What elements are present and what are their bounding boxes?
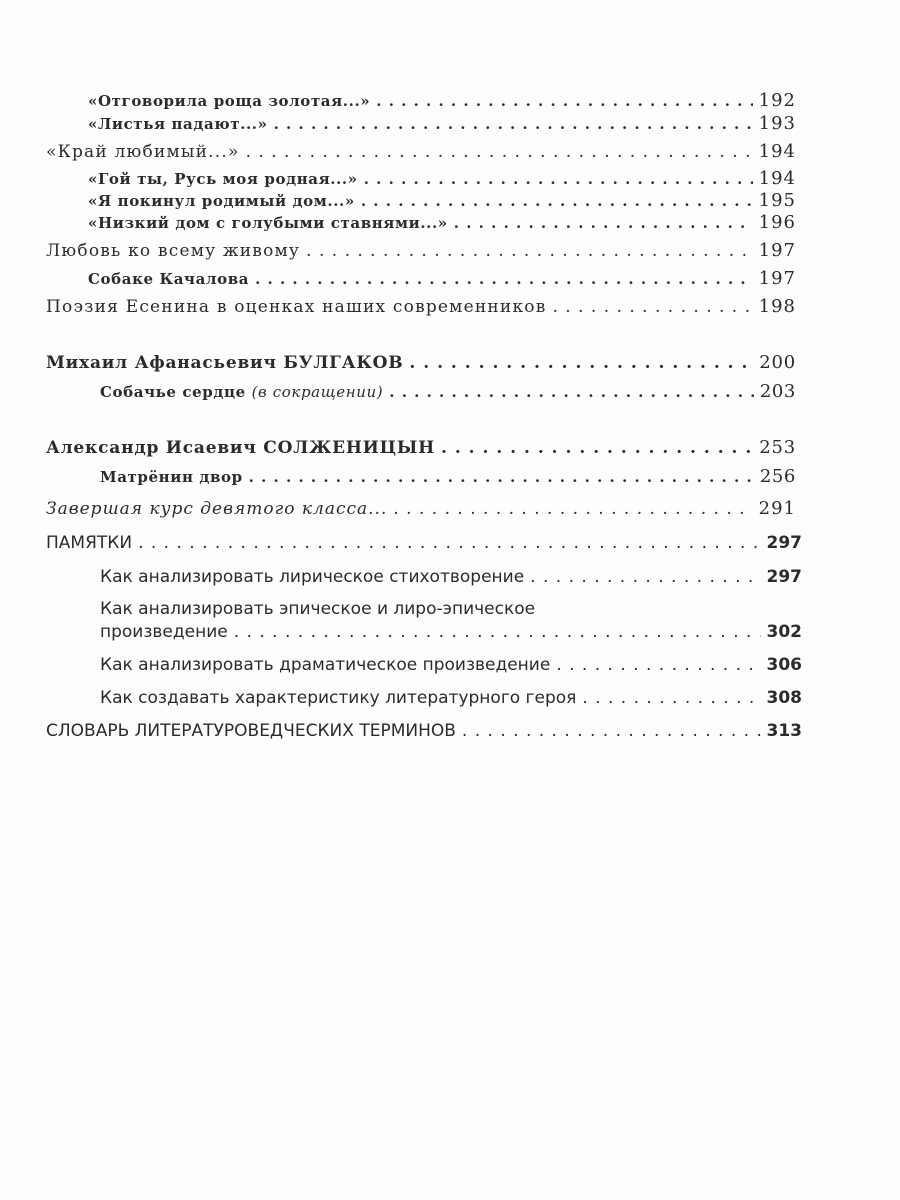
leader-dots [553,297,753,317]
author-name: Александр Исаевич СОЛЖЕНИЦЫН [46,438,435,458]
entry-page-number: 291 [758,498,796,519]
leader-dots [454,214,753,232]
entry-title: «Отговорила роща золотая...» [88,92,371,110]
toc-entry [46,498,796,519]
leader-dots [361,192,753,210]
leader-dots [249,468,754,486]
entry-title: «Низкий дом с голубыми ставнями...» [88,214,448,232]
leader-dots [530,567,760,587]
toc-entry [46,296,796,317]
leader-dots [138,533,760,553]
entry-page-number: 193 [758,113,796,134]
entry-page-number: 297 [766,533,802,553]
entry-title: Поэзия Есенина в оценках наших современников [46,297,547,317]
toc-entry [46,352,796,373]
entry-title [100,383,383,401]
leader-dots [409,353,753,373]
entry-page-number: 194 [758,141,796,162]
leader-dots [274,115,753,133]
entry-title: Как анализировать лирическое стихотворение [100,567,525,587]
abridged-note: (в сокращении) [251,383,384,401]
entry-title: «Я покинул родимый дом...» [88,192,355,210]
entry-page-number: 297 [766,567,802,587]
toc-entry [46,141,796,162]
entry-page-number: 197 [758,240,796,261]
leader-dots [441,438,753,458]
toc-entry [88,190,796,211]
entry-title: произведение [100,622,228,642]
leader-dots [556,655,760,675]
leader-dots [462,721,761,741]
toc-entry [88,268,796,289]
toc-entry [100,466,796,487]
author-name: Михаил Афанасьевич БУЛГАКОВ [46,353,404,373]
toc-entry [46,533,802,553]
entry-title: «Край любимый...» [46,142,240,162]
entry-title: ПАМЯТКИ [46,533,133,553]
entry-page-number: 197 [758,268,796,289]
leader-dots [393,499,752,519]
toc-entry [100,381,796,402]
entry-page-number: 313 [766,721,802,741]
entry-page-number: 256 [759,466,796,487]
toc-entry [88,113,796,134]
work-title: Собачье сердце [100,383,246,401]
leader-dots [255,270,753,288]
entry-page-number: 306 [766,655,802,675]
toc-entry [46,437,796,458]
toc-entry [88,168,796,189]
leader-dots [364,170,753,188]
entry-title: «Гой ты, Русь моя родная...» [88,170,358,188]
entry-title: СЛОВАРЬ ЛИТЕРАТУРОВЕДЧЕСКИХ ТЕРМИНОВ [46,721,456,741]
leader-dots [306,241,753,261]
toc-entry [46,721,802,741]
entry-title: Матрёнин двор [100,468,243,486]
toc-entry [100,622,802,642]
entry-title: Как анализировать драматическое произведение [100,655,551,675]
entry-page-number: 196 [758,212,796,233]
toc-entry [88,212,796,233]
toc-entry [46,240,796,261]
entry-page-number: 198 [758,296,796,317]
entry-title: Собаке Качалова [88,270,250,288]
toc-entry-first-line: Как анализировать эпическое и лиро-эпическое [100,599,536,619]
entry-page-number: 203 [759,381,796,402]
leader-dots [234,622,761,642]
leader-dots [376,92,752,110]
entry-title: Как создавать характеристику литературного героя [100,688,577,708]
entry-page-number: 302 [766,622,802,642]
toc-entry [100,655,802,675]
entry-title: Завершая курс девятого класса... [46,499,388,519]
entry-page-number: 253 [759,437,796,458]
leader-dots [389,383,754,401]
entry-page-number: 195 [758,190,796,211]
entry-page-number: 192 [758,90,796,111]
leader-dots [246,142,753,162]
entry-page-number: 308 [766,688,802,708]
toc-entry [88,90,796,111]
entry-title: «Листья падают...» [88,115,268,133]
toc-entry [100,567,802,587]
toc-entry [100,688,802,708]
entry-title: Любовь ко всему живому [46,241,301,261]
entry-page-number: 194 [758,168,796,189]
entry-page-number: 200 [759,352,796,373]
leader-dots [582,688,760,708]
